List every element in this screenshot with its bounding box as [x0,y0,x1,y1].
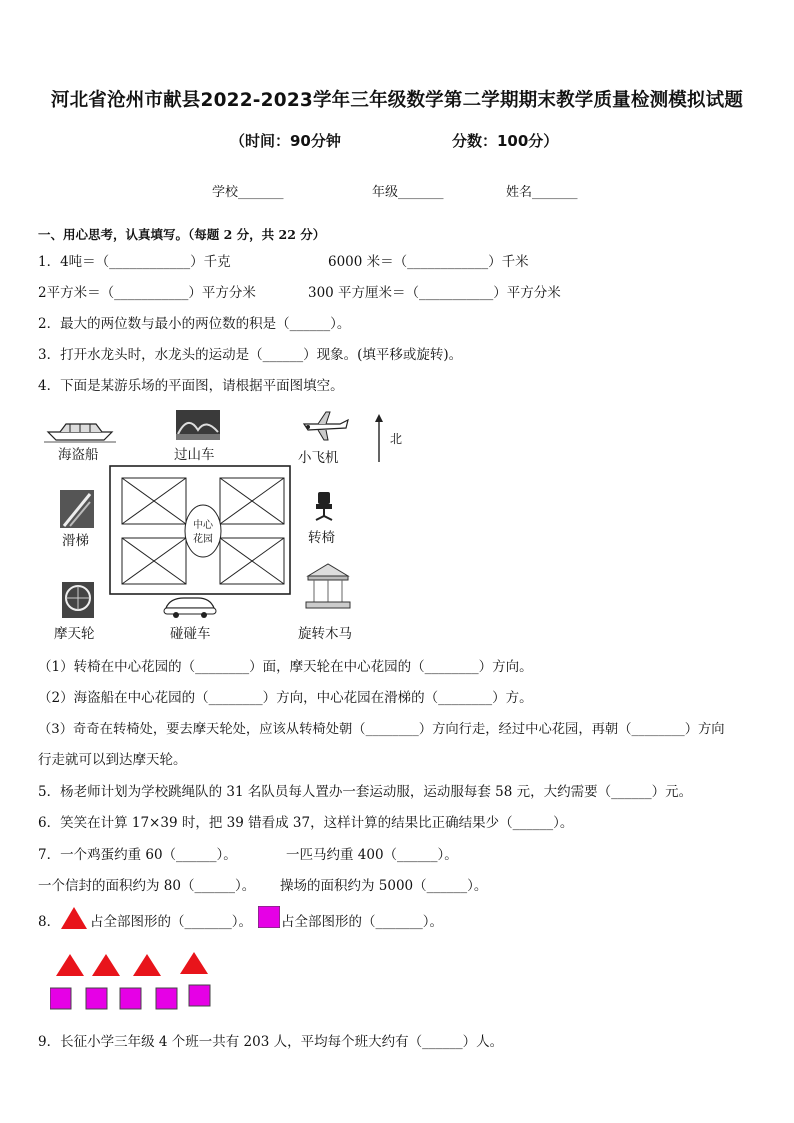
question-1c: 2平方米＝（___________）平方分米 [38,285,256,301]
carousel-icon [306,564,350,608]
square-icon [120,988,141,1009]
question-7a: 7．一个鸡蛋约重 60（______）。 [38,847,237,863]
label-carousel: 旋转木马 [298,626,352,642]
exam-score: 分数：100分） [452,132,559,150]
slide-icon [60,490,94,528]
triangle-icon [180,952,208,974]
label-slide: 滑梯 [62,533,89,549]
school-field: 学校_______ [212,185,284,200]
question-5: 5．杨老师计划为学校跳绳队的 31 名队员每人置办一套运动服，运动服每套 58 元，大约需要（______）元。 [38,784,693,800]
question-2: 2．最大的两位数与最小的两位数的积是（______）。 [38,316,351,332]
north-arrow [372,412,386,464]
square-icon [156,988,177,1009]
question-8a: 占全部图形的（_______）。 [90,914,252,930]
question-9: 9．长征小学三年级 4 个班一共有 203 人，平均每个班大约有（______）人。 [38,1034,504,1050]
label-center-2: 花园 [193,534,213,545]
ferris-wheel-icon [62,582,94,618]
question-7d: 操场的面积约为 5000（______）。 [280,878,488,894]
page-title: 河北省沧州市献县2022-2023学年三年级数学第二学期期末教学质量检测模拟试题 [50,90,744,111]
label-roller-coaster: 过山车 [174,447,215,463]
pirate-ship-icon [44,424,116,442]
question-3: 3．打开水龙头时，水龙头的运动是（______）现象。(填平移或旋转)。 [38,347,463,363]
question-4-1: （1）转椅在中心花园的（________）面，摩天轮在中心花园的（________）方向。 [38,659,533,675]
question-8-number: 8． [38,914,61,930]
square-icon [189,985,210,1006]
question-4: 4．下面是某游乐场的平面图，请根据平面图填空。 [38,378,344,394]
swivel-chair-icon [316,492,332,520]
question-1a: 1．4吨＝（____________）千克 [38,254,231,270]
label-swivel-chair: 转椅 [308,530,335,546]
exam-time: （时间：90分钟 [230,132,341,150]
question-4-3a: （3）奇奇在转椅处，要去摩天轮处，应该从转椅处朝（________）方向行走，经过中心花园，再朝（________）方向 [38,722,725,737]
question-1b: 6000 米＝（____________）千米 [328,254,529,270]
shape-set [50,952,220,1012]
question-4-3b: 行走就可以到达摩天轮。 [38,752,187,768]
question-1d: 300 平方厘米＝（___________）平方分米 [308,285,561,301]
question-7b: 一匹马约重 400（______）。 [286,847,458,863]
label-bumper-car: 碰碰车 [170,626,211,642]
north-label: 北 [390,432,403,446]
label-pirate-ship: 海盗船 [58,447,99,463]
triangle-icon [60,906,88,930]
name-field: 姓名_______ [506,185,578,200]
section-heading: 一、用心思考，认真填写。（每题 2 分，共 22 分） [38,227,326,242]
square-icon [50,988,71,1009]
triangle-icon [133,954,161,976]
plane-icon [304,412,348,440]
question-8b: 占全部图形的（_______）。 [281,914,443,930]
roller-coaster-icon [176,410,220,440]
square-icon [86,988,107,1009]
label-center-1: 中心 [193,520,213,531]
square-icon [258,906,280,928]
bumper-car-icon [164,598,216,618]
triangle-icon [56,954,84,976]
grade-field: 年级_______ [372,185,444,200]
question-7c: 一个信封的面积约为 80（______）。 [38,878,256,894]
triangle-icon [92,954,120,976]
question-6: 6．笑笑在计算 17×39 时，把 39 错看成 37，这样计算的结果比正确结果少（______）。 [38,815,574,831]
question-4-2: （2）海盗船在中心花园的（________）方向，中心花园在滑梯的（________）方。 [38,690,533,706]
label-plane: 小飞机 [298,450,339,466]
label-ferris-wheel: 摩天轮 [54,626,95,642]
